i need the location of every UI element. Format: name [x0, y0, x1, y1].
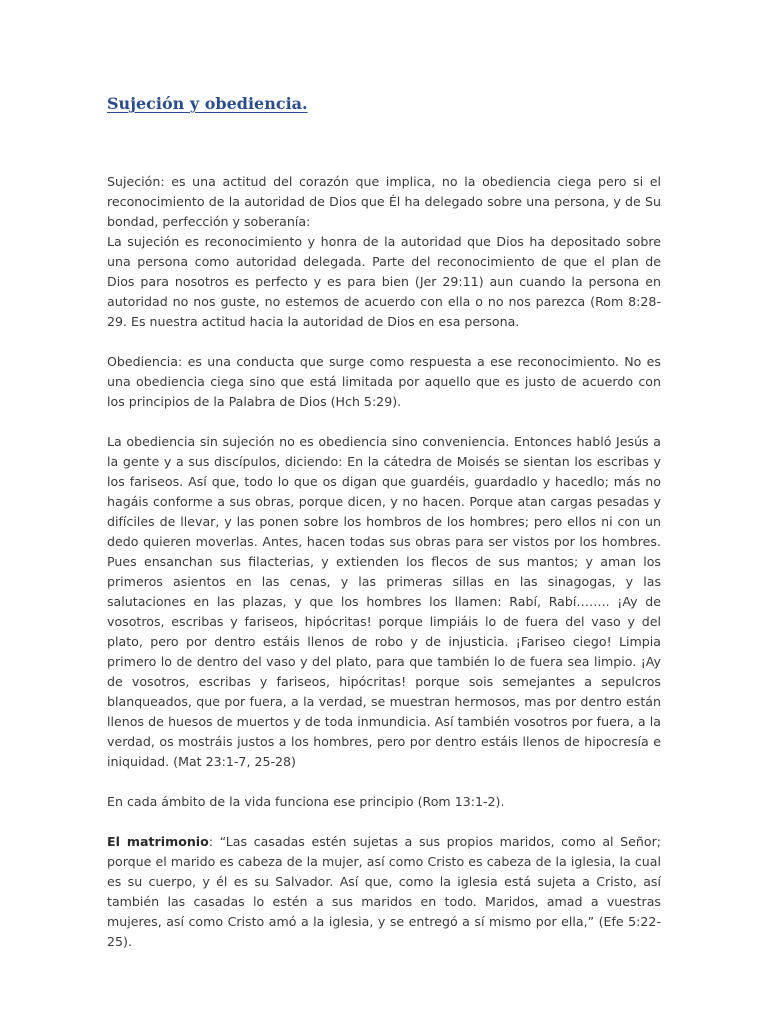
matrimonio-text: : “Las casadas estén sujetas a sus propios maridos, como al Señor; porque el marido es cabeza de la mujer, así como Cristo es cabeza de la iglesia, la cual es su cuerpo, y él es su Salvador. Así que, como la iglesia está sujeta a Cristo, así también las casadas lo estén a sus maridos en todo. Maridos, amad a vuestras mujeres, así como Cristo amó a la iglesia, y se entregó a sí mismo por ella,” (Efe 5:22-25).	[107, 834, 661, 949]
paragraph-obediencia: Obediencia: es una conducta que surge como respuesta a ese reconocimiento. No es una obediencia ciega sino que está limitada por aquello que es justo de acuerdo con los principios de la Palabra de Dios (Hch 5:29).	[107, 354, 661, 409]
paragraph-matrimonio	[107, 832, 661, 952]
document-body	[107, 172, 661, 972]
paragraph-sujecion-definition: Sujeción: es una actitud del corazón que implica, no la obediencia ciega pero si el reconocimiento de la autoridad de Dios que Él ha delegado sobre una persona, y de Su bondad, perfección y soberanía:	[107, 174, 661, 229]
matrimonio-heading: El matrimonio	[107, 834, 209, 849]
document-title: Sujeción y obediencia.	[107, 94, 308, 113]
paragraph-sujecion-explanation: La sujeción es reconocimiento y honra de la autoridad que Dios ha depositado sobre una persona como autoridad delegada. Parte del reconocimiento de que el plan de Dios para nosotros es perfecto y es para bien (Jer 29:11) aun cuando la persona en autoridad no nos guste, no estemos de acuerdo con ella o no nos parezca (Rom 8:28-29. Es nuestra actitud hacia la autoridad de Dios en esa persona.	[107, 234, 661, 329]
paragraph-principio: En cada ámbito de la vida funciona ese principio (Rom 13:1-2).	[107, 794, 505, 809]
paragraph-mateo-quote: La obediencia sin sujeción no es obediencia sino conveniencia. Entonces habló Jesús a la gente y a sus discípulos, diciendo: En la cátedra de Moisés se sientan los escribas y los fariseos. Así que, todo lo que os digan que guardéis, guardadlo y hacedlo; más no hagáis conforme a sus obras, porque dicen, y no hacen. Porque atan cargas pesadas y difíciles de llevar, y las ponen sobre los hombros de los hombres; pero ellos ni con un dedo quieren moverlas. Antes, hacen todas sus obras para ser vistos por los hombres. Pues ensanchan sus filacterias, y extienden los flecos de sus mantos; y aman los primeros asientos en las cenas, y las primeras sillas en las sinagogas, y las salutaciones en las plazas, y que los hombres los llamen: Rabí, Rabí…….. ¡Ay de vosotros, escribas y fariseos, hipócritas! porque limpiáis lo de fuera del vaso y del plato, pero por dentro estáis llenos de robo y de injusticia. ¡Fariseo ciego! Limpia primero lo de dentro del vaso y del plato, para que también lo de fuera sea limpio. ¡Ay de vosotros, escribas y fariseos, hipócritas! porque sois semejantes a sepulcros blanqueados, que por fuera, a la verdad, se muestran hermosos, mas por dentro están llenos de huesos de muertos y de toda inmundicia. Así también vosotros por fuera, a la verdad, os mostráis justos a los hombres, pero por dentro estáis llenos de hipocresía e iniquidad. (Mat 23:1-7, 25-28)	[107, 434, 661, 769]
